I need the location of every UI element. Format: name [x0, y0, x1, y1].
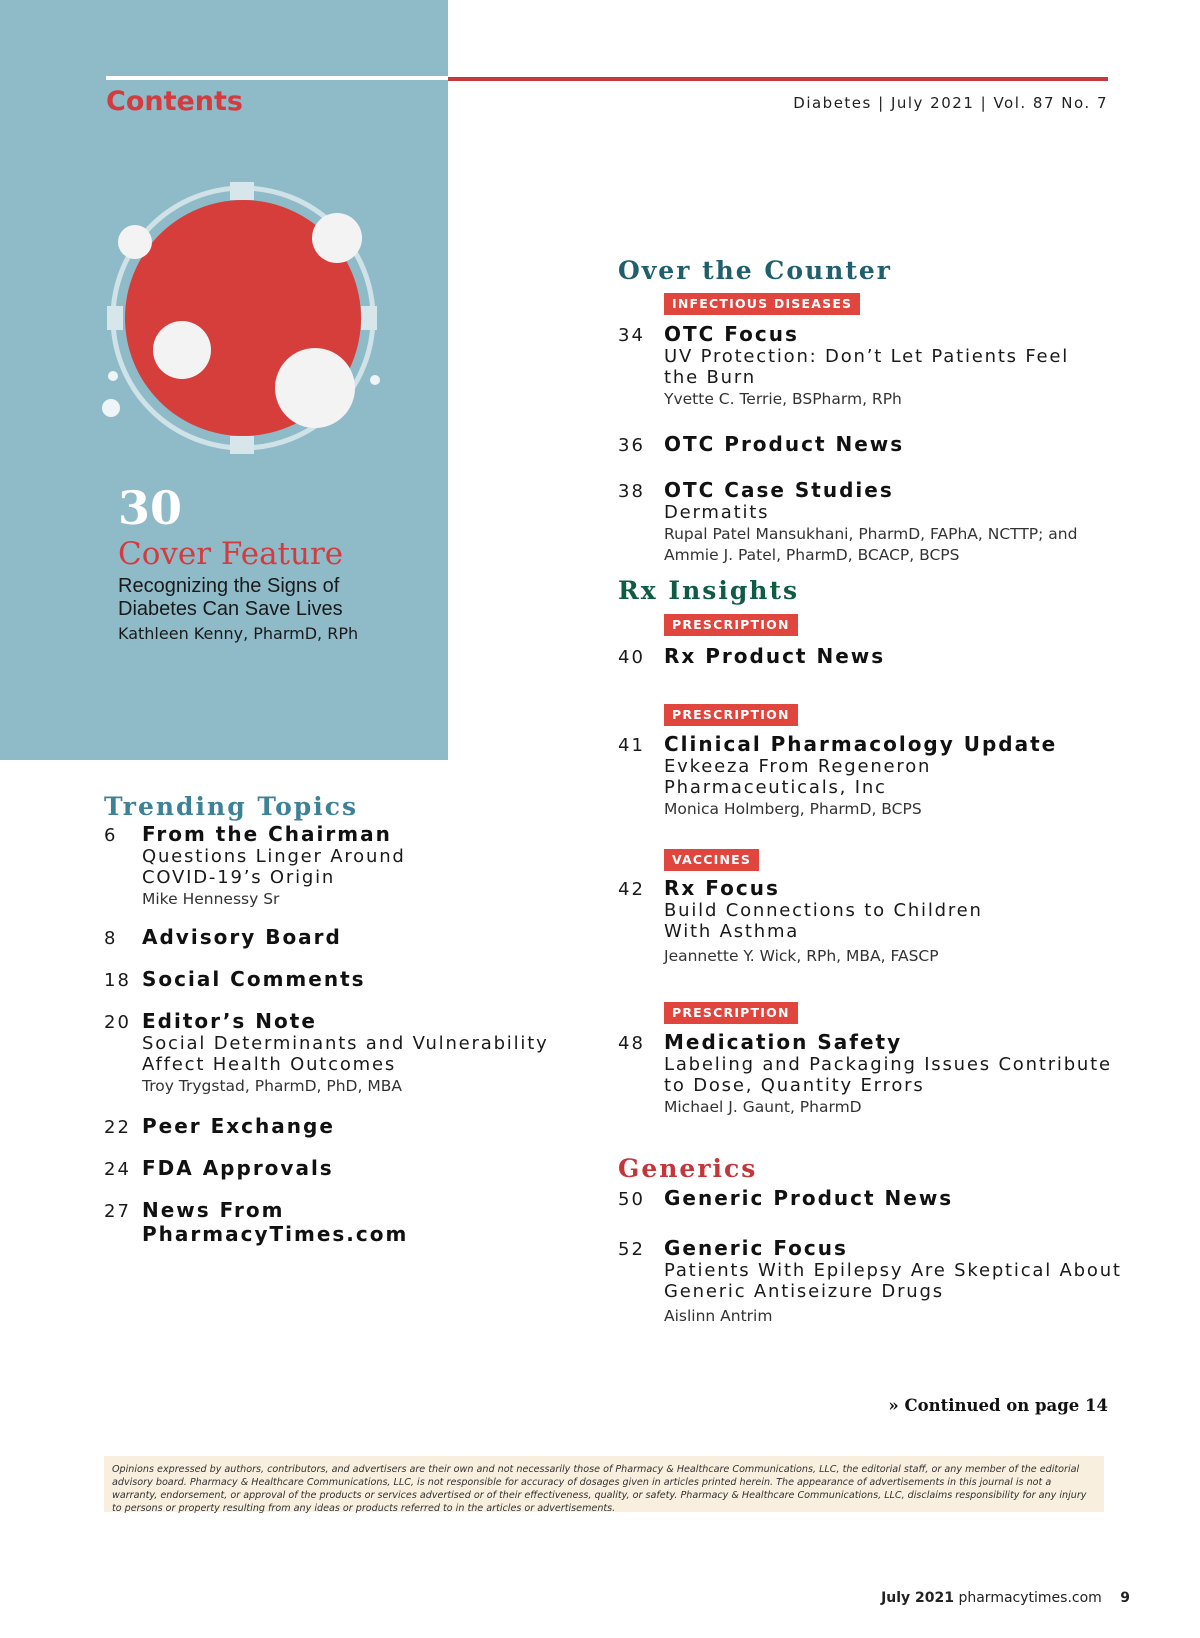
entry-page: 24	[104, 1159, 131, 1180]
entry-title: Medication Safety	[664, 1030, 903, 1054]
entry-page: 27	[104, 1201, 131, 1222]
pill-dot	[275, 348, 355, 428]
entry-subtitle: Pharmaceuticals, Inc	[664, 777, 887, 798]
ring-clip-left	[107, 306, 123, 330]
footer-month: July 2021	[881, 1590, 955, 1606]
entry-subtitle: Social Determinants and Vulnerability	[142, 1033, 549, 1054]
entry-page: 48	[618, 1033, 645, 1054]
category-badge: PRESCRIPTION	[664, 704, 798, 726]
cover-headline	[118, 575, 438, 621]
toc-entry[interactable]	[104, 925, 342, 949]
entry-title: Clinical Pharmacology Update	[664, 732, 1058, 756]
entry-title: OTC Focus	[664, 322, 799, 346]
entry-subtitle: Evkeeza From Regeneron	[664, 756, 932, 777]
category-badge: INFECTIOUS DISEASES	[664, 293, 860, 315]
entry-author: Rupal Patel Mansukhani, PharmD, FAPhA, NCTTP; and	[664, 525, 1078, 543]
ring-clip-right	[361, 306, 377, 330]
toc-entry[interactable]	[618, 432, 904, 456]
toc-entry[interactable]	[618, 876, 983, 966]
section-rx-insights: Rx Insights	[618, 576, 800, 605]
continued-link[interactable]: » Continued on page 14	[888, 1396, 1108, 1415]
footer-page-number: 9	[1120, 1590, 1130, 1606]
entry-subtitle: to Dose, Quantity Errors	[664, 1075, 925, 1096]
entry-subtitle: Dermatits	[664, 502, 770, 523]
entry-page: 6	[104, 825, 118, 846]
toc-entry[interactable]	[104, 1114, 335, 1138]
pill-dot	[118, 225, 152, 259]
entry-title: FDA Approvals	[142, 1156, 334, 1180]
entry-title: Generic Product News	[664, 1186, 954, 1210]
cover-page-number: 30	[118, 481, 183, 535]
entry-page: 38	[618, 481, 645, 502]
disclaimer: Opinions expressed by authors, contributors, and advertisers are their own and not necessarily those of Pharmacy & Healthcare Communications, LLC, the editorial staff, or any member of the editorial advisory board. Pharmacy & Healthcare Communications, LLC, is not responsible for accuracy of dosages given in articles printed herein. The appearance of advertisements in this journal is not a warranty, endorsement, or approval of the products or services advertised or of their effectiveness, quality, or safety. Pharmacy & Healthcare Communications, LLC, disclaims responsibility for any injury to persons or property resulting from any ideas or products referred to in the articles or advertisements.	[104, 1456, 1104, 1512]
entry-title-continued: PharmacyTimes.com	[142, 1222, 409, 1246]
pill-dot	[312, 213, 362, 263]
entry-page: 40	[618, 647, 645, 668]
footer-site[interactable]: pharmacytimes.com	[958, 1590, 1102, 1606]
section-trending-topics: Trending Topics	[104, 792, 359, 821]
section-over-the-counter: Over the Counter	[618, 256, 892, 285]
small-dot	[370, 375, 380, 385]
cover-illustration	[95, 180, 395, 470]
entry-title: OTC Product News	[664, 432, 905, 456]
entry-subtitle: Affect Health Outcomes	[142, 1054, 397, 1075]
contents-title: Contents	[106, 86, 244, 117]
toc-entry[interactable]	[618, 1186, 953, 1210]
entry-title: Peer Exchange	[142, 1114, 335, 1138]
category-badge: PRESCRIPTION	[664, 614, 798, 636]
section-generics: Generics	[618, 1154, 758, 1183]
toc-entry[interactable]	[618, 322, 1069, 409]
entry-title: Advisory Board	[142, 925, 342, 949]
entry-subtitle: With Asthma	[664, 921, 800, 942]
entry-page: 18	[104, 970, 131, 991]
small-dot	[108, 371, 118, 381]
entry-author: Aislinn Antrim	[664, 1307, 773, 1325]
entry-author: Yvette C. Terrie, BSPharm, RPh	[664, 390, 902, 408]
entry-page: 41	[618, 735, 645, 756]
toc-entry[interactable]	[618, 1236, 1122, 1326]
entry-author: Michael J. Gaunt, PharmD	[664, 1098, 862, 1116]
entry-author: Jeannette Y. Wick, RPh, MBA, FASCP	[664, 947, 939, 965]
entry-page: 20	[104, 1012, 131, 1033]
toc-entry[interactable]	[618, 478, 1077, 565]
category-badge: VACCINES	[664, 849, 759, 871]
entry-subtitle: Questions Linger Around	[142, 846, 406, 867]
entry-subtitle: Patients With Epilepsy Are Skeptical About	[664, 1260, 1122, 1281]
small-dot	[102, 399, 120, 417]
entry-subtitle: UV Protection: Don’t Let Patients Feel	[664, 346, 1070, 367]
entry-page: 42	[618, 879, 645, 900]
entry-author: Monica Holmberg, PharmD, BCPS	[664, 800, 922, 818]
toc-entry[interactable]	[104, 967, 366, 991]
cover-author: Kathleen Kenny, PharmD, RPh	[118, 624, 359, 644]
entry-title: News From	[142, 1198, 285, 1222]
entry-subtitle: Labeling and Packaging Issues Contribute	[664, 1054, 1112, 1075]
toc-entry[interactable]	[618, 644, 885, 668]
page-footer	[881, 1590, 1130, 1606]
entry-page: 36	[618, 435, 645, 456]
entry-title: OTC Case Studies	[664, 478, 894, 502]
entry-title: Rx Focus	[664, 876, 780, 900]
toc-entry[interactable]	[104, 1198, 408, 1246]
entry-title: Social Comments	[142, 967, 366, 991]
toc-entry[interactable]	[104, 822, 406, 909]
issue-info: Diabetes | July 2021 | Vol. 87 No. 7	[793, 94, 1108, 112]
entry-subtitle: the Burn	[664, 367, 756, 388]
entry-author: Mike Hennessy Sr	[142, 890, 280, 908]
header-rule-white	[106, 76, 448, 80]
entry-author: Ammie J. Patel, PharmD, BCACP, BCPS	[664, 546, 960, 564]
toc-entry[interactable]	[104, 1009, 549, 1096]
cover-headline-line: Recognizing the Signs of	[118, 575, 340, 598]
entry-title: Generic Focus	[664, 1236, 848, 1260]
ring-clip-top	[230, 182, 254, 200]
entry-page: 52	[618, 1239, 645, 1260]
cover-headline-line: Diabetes Can Save Lives	[118, 598, 343, 621]
category-badge: PRESCRIPTION	[664, 1002, 798, 1024]
cover-feature-label: Cover Feature	[118, 536, 344, 572]
toc-entry[interactable]	[618, 1030, 1112, 1117]
entry-subtitle: COVID-19’s Origin	[142, 867, 336, 888]
entry-page: 50	[618, 1189, 645, 1210]
pill-dot	[153, 321, 211, 379]
entry-author: Troy Trygstad, PharmD, PhD, MBA	[142, 1077, 402, 1095]
ring-clip-bottom	[230, 436, 254, 454]
entry-page: 8	[104, 928, 118, 949]
cover-feature[interactable]	[118, 481, 438, 644]
entry-subtitle: Generic Antiseizure Drugs	[664, 1281, 944, 1302]
toc-entry[interactable]	[104, 1156, 334, 1180]
entry-subtitle: Build Connections to Children	[664, 900, 983, 921]
header-rule-red	[448, 77, 1108, 81]
entry-page: 22	[104, 1117, 131, 1138]
entry-title: Editor’s Note	[142, 1009, 317, 1033]
entry-title: Rx Product News	[664, 644, 886, 668]
toc-entry[interactable]	[618, 732, 1057, 819]
entry-title: From the Chairman	[142, 822, 392, 846]
entry-page: 34	[618, 325, 645, 346]
